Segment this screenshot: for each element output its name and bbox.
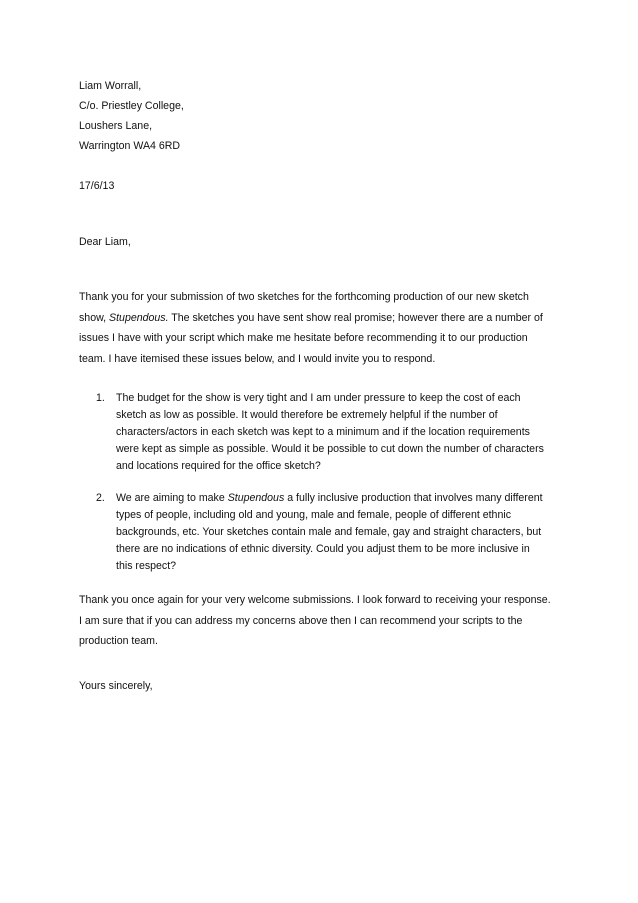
signoff (79, 676, 569, 696)
show-title: Stupendous. (109, 311, 169, 324)
paragraph-line: Thank you once again for your very welcome submissions. I look forward to receiving your response. (79, 594, 551, 606)
list-item-number: 1. (96, 392, 105, 404)
list-item-line: types of people, including old and young, male and female, people of different ethnic (116, 509, 511, 521)
list-item-line: were kept as simple as possible. Would it be possible to cut down the number of characters (116, 443, 544, 455)
paragraph-line: team. I have itemised these issues below, and I would invite you to respond. (79, 352, 436, 365)
address-line: C/o. Priestley College, (79, 100, 184, 112)
letter-date (79, 176, 569, 196)
address-line: Warrington WA4 6RD (79, 140, 181, 152)
text-run: show, (79, 311, 110, 324)
closing-paragraph (79, 590, 569, 652)
list-item-line: sketch as low as possible. It would therefore be extremely helpful if the number of (116, 409, 498, 421)
signoff-text: Yours sincerely, (79, 680, 153, 692)
salutation-text: Dear Liam, (79, 236, 131, 248)
list-item-body (116, 390, 566, 475)
paragraph-line: Thank you for your submission of two sketches for the forthcoming production of our new sketch (79, 291, 529, 303)
list-item-line: and locations required for the office sketch? (116, 460, 321, 472)
address-line: Loushers Lane, (79, 120, 153, 132)
list-item-number: 2. (96, 492, 105, 504)
list-item-line: characters/actors in each sketch was kept to a minimum and if the location requirements (116, 426, 530, 438)
date-text: 17/6/13 (79, 180, 115, 192)
paragraph-line: issues I have with your script which make me hesitate before recommending it to our production (79, 332, 528, 344)
list-item-line: this respect? (116, 560, 177, 572)
paragraph-line: I am sure that if you can address my concerns above then I can recommend your scripts to the (79, 614, 523, 627)
text-run: We are aiming to make (116, 492, 228, 504)
recipient-address (79, 76, 569, 156)
list-item-line: The budget for the show is very tight and I am under pressure to keep the cost of each (116, 392, 521, 404)
list-item-line: backgrounds, etc. Your sketches contain male and female, gay and straight characters, but (116, 526, 542, 538)
intro-paragraph (79, 287, 569, 369)
text-run: a fully inclusive production that involves many different (284, 492, 543, 504)
text-run: The sketches you have sent show real promise; however there are a number of (168, 311, 543, 324)
address-line: Liam Worrall, (79, 80, 142, 92)
paragraph-line: production team. (79, 635, 158, 647)
list-item-line (116, 490, 566, 507)
paragraph-line (79, 308, 569, 329)
list-item-line: there are no indications of ethnic diversity. Could you adjust them to be more inclusive in (116, 543, 530, 555)
list-item-body (116, 490, 566, 575)
show-title: Stupendous (227, 492, 285, 504)
salutation (79, 232, 569, 252)
